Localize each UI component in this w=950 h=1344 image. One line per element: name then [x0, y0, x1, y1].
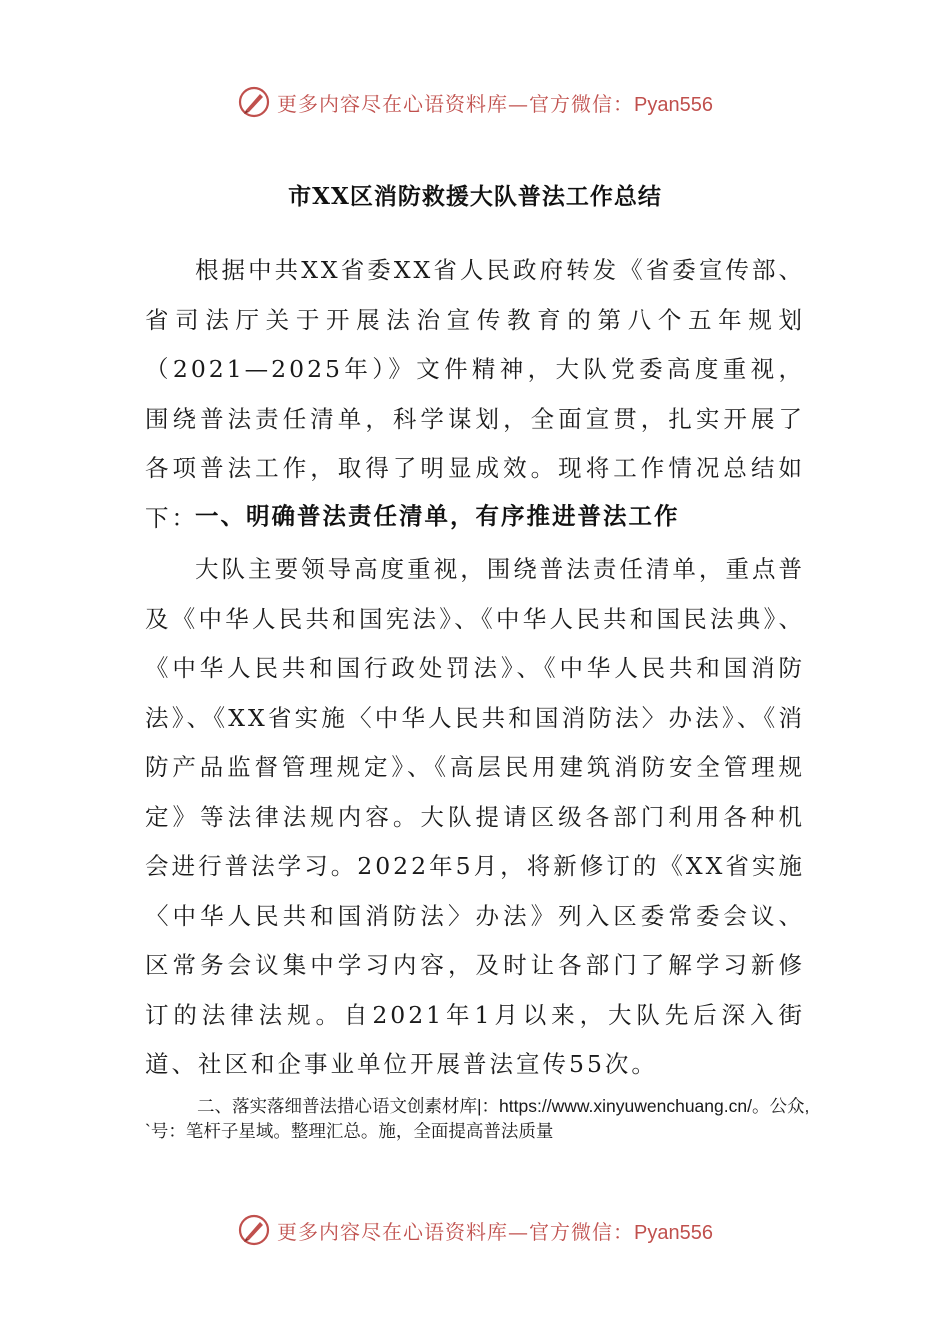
banner-text: 更多内容尽在心语资料库—官方微信：Pyan556	[277, 1219, 713, 1244]
pen-circle-logo-icon	[237, 85, 271, 119]
document-title: 市XX区消防救援大队普法工作总结	[288, 183, 662, 210]
intro-paragraph: 根据中共XX省委XX省人民政府转发《省委宣传部、省司法厅关于开展法治宣传教育的第八个五年规划（2021—2025年）》文件精神，大队党委高度重视，围绕普法责任清单，科学谋划，全面宣贯，扎实开展了各项普法工作，取得了明显成效。现将工作情况总结如下：	[145, 256, 805, 532]
banner-text: 更多内容尽在心语资料库—官方微信：Pyan556	[277, 91, 713, 116]
header-banner	[0, 78, 950, 126]
section-1-paragraph: 大队主要领导高度重视，围绕普法责任清单，重点普及《中华人民共和国宪法》、《中华人民共和国民法典》、《中华人民共和国行政处罚法》、《中华人民共和国消防法》、《XX省实施〈中华人民共和国消防法〉办法》、《消防产品监督管理规定》、《高层民用建筑消防安全管理规定》等法律法规内容。大队提请区级各部门利用各种机会进行普法学习。2022年5月，将新修订的《XX省实施〈中华人民共和国消防法〉办法》列入区委常委会议、区常务会议集中学习内容，及时让各部门了解学习新修订的法律法规。自2021年1月以来，大队先后深入街道、社区和企事业单位开展普法宣传55次。	[145, 555, 805, 1078]
wechat-id: Pyan556	[634, 93, 713, 116]
pen-circle-logo-icon	[237, 1213, 271, 1247]
section-2-heading: 二、落实落细普法措心语文创素材库|：https://www.xinyuwenchuang.cn/。公众,`号：笔杆子星域。整理汇总。施，全面提高普法质量	[145, 1096, 810, 1141]
wechat-id: Pyan556	[634, 1221, 713, 1244]
section-1-heading: 一、明确普法责任清单，有序推进普法工作	[195, 502, 680, 530]
footer-banner	[0, 1206, 950, 1254]
